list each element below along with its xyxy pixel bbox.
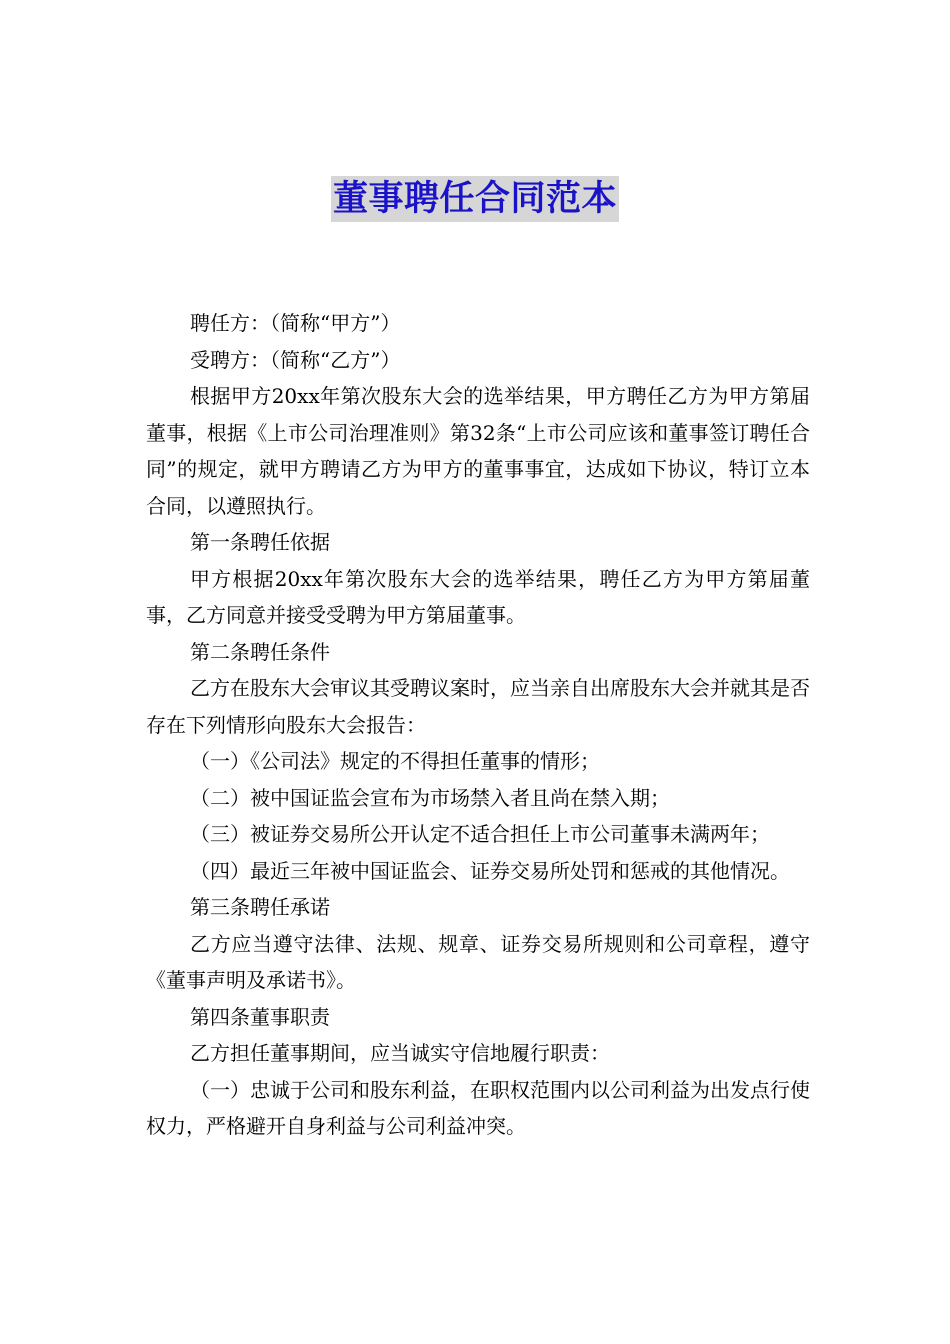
article-1-heading: 第一条聘任依据 <box>190 530 330 554</box>
party-a-line: 聘任方：（简称“甲方”） <box>190 311 401 335</box>
article-2-item-2: （二）被中国证监会宣布为市场禁入者且尚在禁入期； <box>190 785 670 810</box>
article-4-heading: 第四条董事职责 <box>190 1004 330 1029</box>
article-2-item-3: （三）被证券交易所公开认定不适合担任上市公司董事未满两年； <box>190 822 770 846</box>
title-container <box>0 176 950 222</box>
article-4-paragraph: 乙方担任董事期间，应当诚实守信地履行职责： <box>190 1041 610 1065</box>
document-title: 董事聘任合同范本 <box>331 176 619 222</box>
document-body <box>146 305 810 1145</box>
article-2-item-1: （一）《公司法》规定的不得担任董事的情形； <box>190 749 600 773</box>
article-2-heading: 第二条聘任条件 <box>190 639 330 664</box>
party-b-line: 受聘方：（简称“乙方”） <box>190 347 401 372</box>
article-1-paragraph: 甲方根据20xx年第次股东大会的选举结果，聘任乙方为甲方第届董事，乙方同意并接受受聘为甲方第届董事。 <box>146 566 810 627</box>
article-3-paragraph: 乙方应当遵守法律、法规、规章、证券交易所规则和公司章程，遵守《董事声明及承诺书》。 <box>146 931 810 992</box>
article-4-item-1: （一）忠诚于公司和股东利益，在职权范围内以公司利益为出发点行使权力，严格避开自身利益与公司利益冲突。 <box>146 1077 810 1138</box>
article-2-item-4: （四）最近三年被中国证监会、证券交易所处罚和惩戒的其他情况。 <box>190 858 790 883</box>
article-2-paragraph: 乙方在股东大会审议其受聘议案时，应当亲自出席股东大会并就其是否存在下列情形向股东大会报告： <box>146 676 810 737</box>
preamble-paragraph: 根据甲方20xx年第次股东大会的选举结果，甲方聘任乙方为甲方第届董事，根据《上市公司治理准则》第32条“上市公司应该和董事签订聘任合同”的规定，就甲方聘请乙方为甲方的董事事宜，达成如下协议，特订立本合同，以遵照执行。 <box>146 384 810 518</box>
article-3-heading: 第三条聘任承诺 <box>190 895 330 919</box>
